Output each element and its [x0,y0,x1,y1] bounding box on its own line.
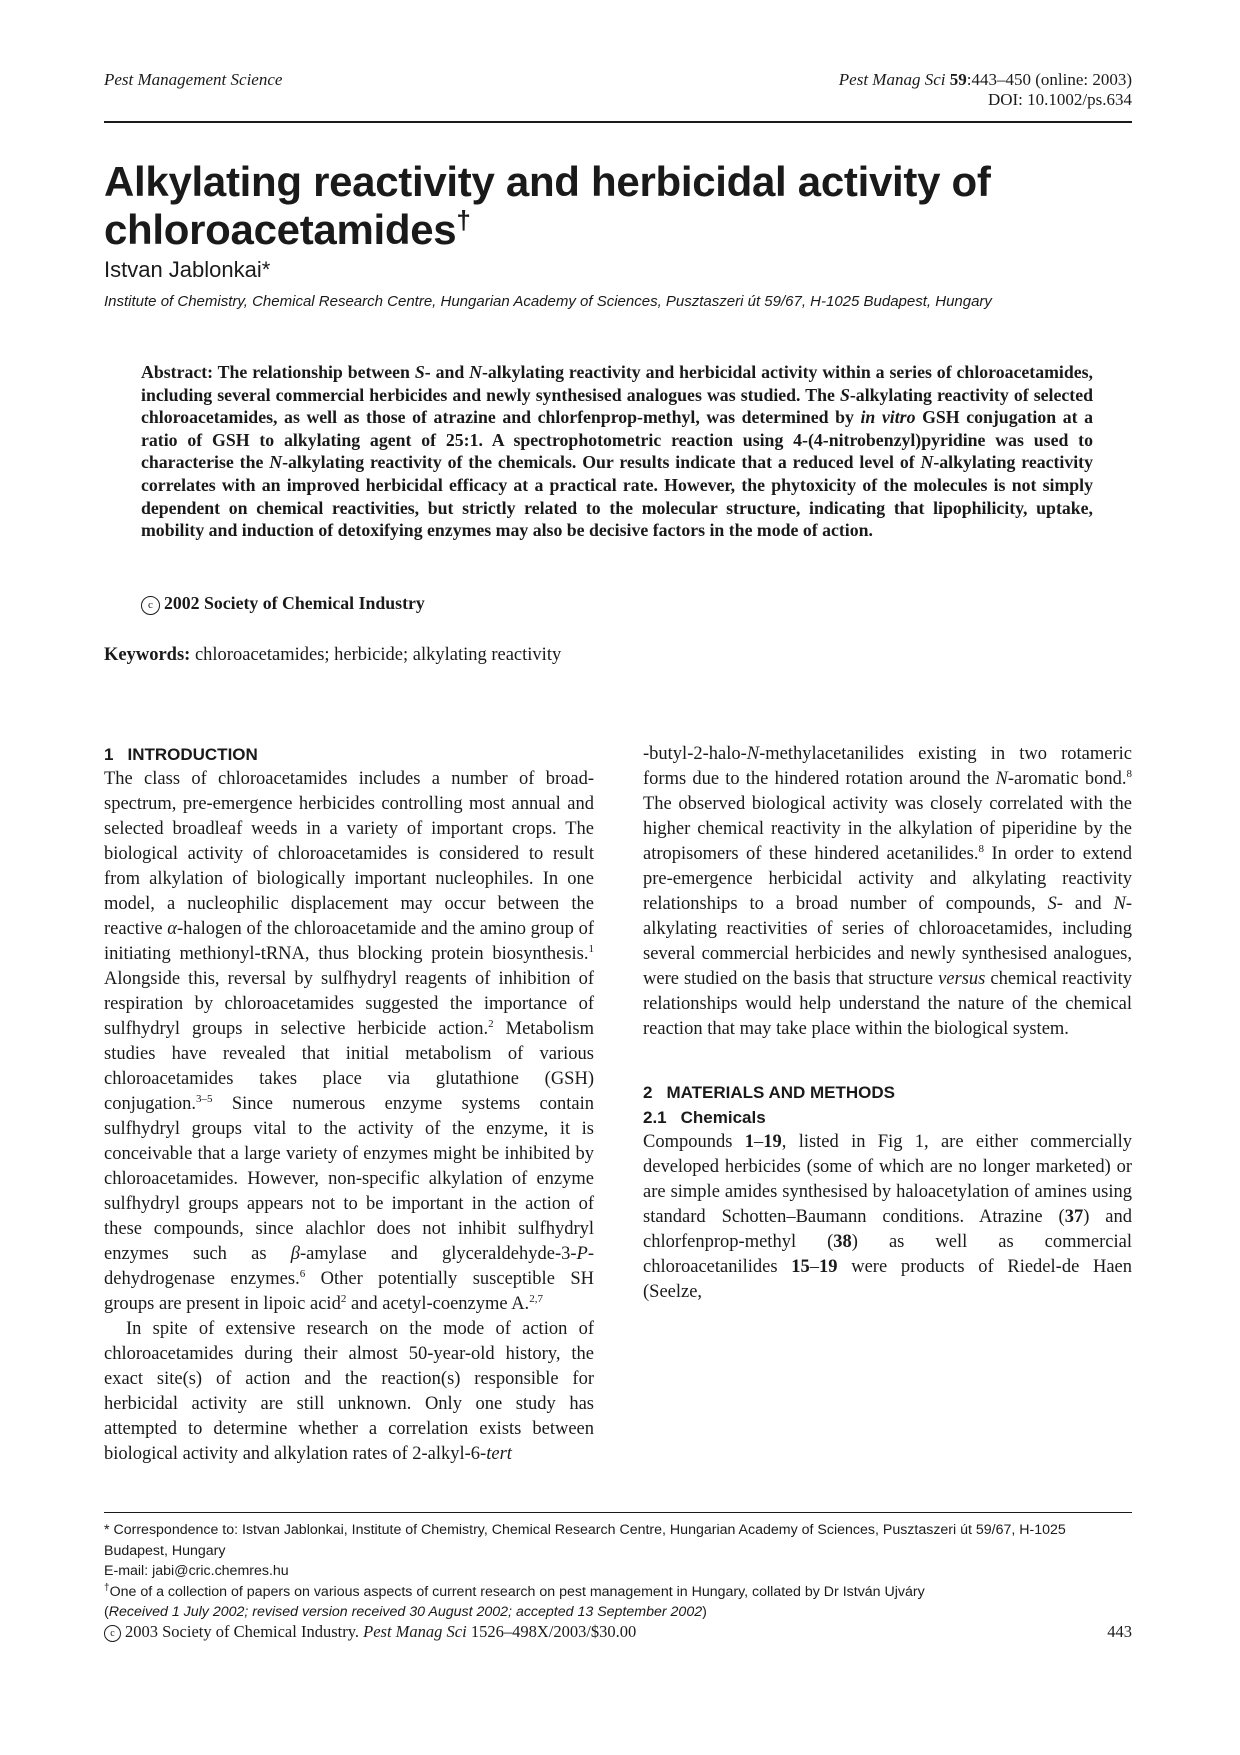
body-text: Metabolism studies have revealed that initial metabolism of various chloroacetamides takes place via glutathione (GSH) conjugation. [104,1019,594,1114]
body-text: that [702,1019,735,1039]
citation-block [839,70,1132,110]
citation-ref: 2 [340,1292,347,1305]
compound-number: 38 [833,1232,852,1252]
body-text: to [737,894,764,914]
body-text: newly [904,944,956,964]
body-text: commercial [695,944,789,964]
footnote-mark: * [104,1522,110,1538]
subsection-heading-chemicals [643,1105,1132,1130]
body-text: correlated [982,794,1064,814]
body-text: The [643,794,672,814]
body-text: Alongside this, reversal by sulfhydryl reagents of inhibition of respiration by chloroacetamides suggested the importance of sulfhydryl groups in selective herbicide action. [104,969,594,1039]
body-text: in [976,744,1006,764]
body-text: were [643,969,679,989]
body-italic: N [995,769,1008,789]
footnote-email: E-mail: jabi@cric.chemres.hu [104,1563,289,1579]
body-text: -alkylating [643,894,1132,939]
body-text: rotation [839,769,904,789]
body-text: due [686,769,720,789]
footnote-collection [104,1582,1132,1603]
body-text: chloroacetamides, [909,919,1053,939]
body-text: piperidine [995,819,1077,839]
body-text: The class of chloroacetamides includes a number of broad-spectrum, pre-emergence herbicides controlling most annual and selected broadleaf weeds in a variety of important crops. The biological activity of chloroacetamides is considered to result from alkylation of biologically important nucleophiles. In one model, a nucleophilic displacement may occur between the reactive [104,769,594,939]
body-text: acetanilides. [879,844,979,864]
footnote-dates-text: Received 1 July 2002; revised version received 30 August 2002; accepted 13 September 2002 [108,1604,703,1620]
body-text: of [972,819,996,839]
body-text: pre-emergence [643,869,753,889]
body-text: relationships [643,994,738,1014]
body-text: -butyl-2-halo- [643,744,747,764]
citation-pages: :443–450 (online: 2003) [966,70,1132,89]
body-text: herbicidal [752,869,843,889]
body-text: -halogen of the chloroacetamide and the amino group of initiating methionyl-tRNA, thus blocking protein biosynthesis. [104,919,594,964]
body-text: broad [783,894,839,914]
body-column-left [104,742,594,1467]
body-text: synthesised [955,944,1048,964]
footnote-mark: † [104,1581,110,1593]
affiliation: Institute of Chemistry, Chemical Research Centre, Hungarian Academy of Sciences, Pusztaszeri út 59/67, H-1025 Budapest, Hungary [104,293,992,310]
citation-ref: 2 [488,1017,494,1030]
paragraph [643,1130,1132,1305]
abstract-text: -alkylating reactivity and herbicidal activity within a series of chloroacetamides, including several commercial herbicides and newly synthesised analogues was studied. The [141,362,1093,405]
body-text: - [1056,894,1063,914]
body-italic: α [167,919,177,939]
body-text: – [809,1257,820,1277]
abstract-text: -alkylating reactivity of selected chloroacetamides, as well as those of atrazine and chlorfenprop-methyl, was determined by [141,384,1093,428]
citation-ref: 8 [978,842,984,855]
body-text: the [760,969,789,989]
section-heading-introduction [104,742,594,767]
section-title: INTRODUCTION [127,745,258,764]
body-text: herbicides [788,944,872,964]
citation-ref: 2,7 [529,1292,543,1305]
body-text: Compounds [643,1132,745,1152]
keywords-label: Keywords: [104,645,191,665]
body-text: -amylase and glyceraldehyde-3- [299,1244,577,1264]
body-text: chemical [985,969,1058,989]
paragraph [104,767,594,1317]
body-text: of [1004,994,1028,1014]
body-text: may [734,1019,772,1039]
author: Istvan Jablonkai* [104,257,271,282]
body-text: – [754,1132,764,1152]
citation-volume: 59 [949,70,967,89]
abstract-italic: S [840,384,850,405]
body-text: Since numerous enzyme systems contain sulfhydryl groups vital to the activity of the enzyme, it is conceivable that a large variety of enzymes might be inhibited by chloroacetamides. However, non-specific alkylation of enzyme sulfhydryl groups appears not to be important in the action of these compounds, since alachlor does not inhibit sulfhydryl enzymes such as [104,1094,594,1264]
body-text: relationships [643,894,738,914]
body-text: around [903,769,961,789]
body-text: basis [788,969,831,989]
body-text: order [1006,844,1054,864]
body-text: Other potentially susceptible SH groups are present in lipoic acid [104,1269,594,1314]
body-text: to [1053,844,1076,864]
body-text: was [888,794,924,814]
body-text: by [1076,819,1103,839]
body-text: place [806,1019,851,1039]
body-text: biological [745,794,826,814]
abstract-italic: S [414,362,425,382]
journal-name: Pest Management Science [104,70,283,89]
body-text: with [1063,794,1103,814]
paragraph [104,1317,594,1467]
body-text: understand [831,994,920,1014]
body-column-right [643,1080,1132,1305]
body-text: existing [903,744,977,764]
body-text: a [763,894,784,914]
body-text: within [850,1019,903,1039]
paragraph-continued [643,742,1132,1042]
title-footnote-mark: † [456,205,471,235]
body-text: biological [929,1019,1009,1039]
body-text: -aromatic [1007,769,1079,789]
body-text: structure [863,969,939,989]
body-text: reactivities [716,919,808,939]
body-text: closely [923,794,983,814]
body-text: bond. [1078,769,1127,789]
body-text: two [1005,744,1048,764]
section-title: MATERIALS AND METHODS [666,1083,896,1102]
body-text: nature [950,994,1005,1014]
abstract-text: - and [424,362,470,382]
body-text: system. [1008,1019,1069,1039]
body-text: hindered [768,769,840,789]
doi: DOI: 10.1002/ps.634 [987,90,1132,109]
body-text: of [906,894,934,914]
body-text: chemical [690,819,764,839]
body-text: reactivity [763,819,841,839]
body-text: that [830,969,864,989]
citation-journal: Pest Manag Sci [838,70,946,89]
body-italic: β [290,1244,300,1264]
article-title-text: Alkylating reactivity and herbicidal activity of chloroacetamides [104,158,991,253]
body-italic: tert [486,1444,512,1464]
body-text: ) as well as commercial chloroacetanilides [643,1232,1132,1277]
body-text: the [1102,794,1133,814]
keywords-text: chloroacetamides; herbicide; alkylating reactivity [194,645,562,665]
body-italic: P [576,1244,588,1264]
body-text: the [902,1019,930,1039]
body-text: were products of Riedel-de Haen (Seelze, [643,1257,1133,1302]
body-text: reactivity [1057,969,1133,989]
body-text: and [871,944,905,964]
body-text: these [761,844,807,864]
running-head [104,68,1132,124]
subsection-number: 2.1 [643,1108,667,1127]
footnote-correspondence [104,1520,1132,1561]
body-text: the [1102,819,1132,839]
body-text: analogues, [1047,944,1132,964]
body-text: -dehydrogenase enzymes. [104,1244,594,1289]
abstract-text: -alkylating reactivity correlates with an improved herbicidal efficacy at a practical rate. However, the phytoxicity of the molecules is not simply dependent on chemical reactivities, but strictly related to the molecular structure, indicating that lipophilicity, uptake, mobility and induction of detoxifying enzymes may also be decisive factors in the mode of action. [141,452,1093,541]
page-number: 443 [1107,1622,1132,1641]
abstract-italic: N [269,452,283,473]
body-text: the [862,819,892,839]
body-text: higher [643,819,691,839]
abstract-text: GSH conjugation at a ratio of GSH to alkylating agent of 25:1. A spectrophotometric reaction using 4-(4-nitrobenzyl)pyridine was used to characterise the [141,407,1093,473]
body-italic: versus [938,969,986,989]
body-text: the [739,769,769,789]
citation [839,70,1132,90]
compound-number: 37 [1064,1207,1084,1227]
body-text: the [960,769,996,789]
abstract [141,361,1093,542]
footnote-dates [104,1602,1132,1623]
body-italic: N [1113,894,1126,914]
footer-copyright: 2003 Society of Chemical Industry. [125,1622,360,1641]
body-text: studied [678,969,738,989]
body-text: forms [643,769,687,789]
compound-number: 15 [791,1257,810,1277]
body-text: several [643,944,696,964]
body-text: in [840,819,863,839]
citation-ref: 1 [588,942,594,955]
body-text: take [771,1019,807,1039]
body-column-right-continued [643,742,1132,1042]
body-text: the [919,994,951,1014]
subsection-title: Chemicals [680,1108,766,1127]
body-text: In spite of extensive research on the mode of action of chloroacetamides during their almost 50-year-old history, the exact site(s) of action and the reaction(s) responsible for herbicidal activity are still unknown. Only one study has attempted to determine whether a correlation exists between biological activity and alkylation rates of 2-alkyl-6- [104,1319,594,1464]
footnote-text: ( [104,1604,109,1620]
abstract-label: Abstract: [141,362,214,382]
footnote-text: One of a collection of papers on various aspects of current research on pest management in Hungary, collated by Dr István Ujváry [109,1583,925,1600]
body-text: would [737,994,792,1014]
footnote-divider [104,1512,1132,1513]
footer-issn: 1526–498X/2003/$30.00 [470,1622,637,1641]
body-text: chemical [1057,994,1133,1014]
footer-journal: Pest Manag Sci [363,1622,467,1641]
body-italic: N [746,744,760,764]
body-text: of [807,919,833,939]
compound-number: 19 [819,1257,838,1277]
article-title [104,158,1124,254]
citation-ref: 8 [1126,767,1133,780]
body-text: ) and chlorfenprop-methyl ( [643,1207,1132,1252]
body-text: atropisomers [643,844,739,864]
abstract-copyright-text: 2002 Society of Chemical Industry [164,593,425,613]
body-text: the [1027,994,1058,1014]
body-text: compounds, [933,894,1048,914]
section-heading-methods [643,1080,1132,1105]
compound-number: 1 [744,1132,754,1152]
body-text: , listed in Fig 1, are either commercially developed herbicides (some of which are no longer marketed) or are simple amides synthesised by haloacetylation of amines using standard Schotten–Baumann conditions. Atrazine ( [643,1132,1132,1227]
body-text: reactivity [1046,869,1133,889]
body-text: observed [671,794,746,814]
body-text: alkylating [956,869,1047,889]
page-footer [104,1622,1132,1642]
citation-ref: 6 [299,1267,306,1280]
body-text: and acetyl-coenzyme A. [346,1294,530,1314]
abstract-text: -alkylating reactivity of the chemicals. Our results indicate that a reduced level of [282,452,921,473]
keywords [104,645,561,666]
body-text: activity [842,869,914,889]
body-text: series [832,919,885,939]
footnote-text: ) [702,1604,707,1620]
abstract-italic: in vitro [860,407,916,428]
body-text: alkylation [891,819,973,839]
body-text: of [884,919,910,939]
body-italic: S [1047,894,1057,914]
section-number: 2 [643,1083,653,1102]
section-number: 1 [104,745,114,764]
header-divider [104,121,1132,123]
body-text: including [1052,919,1133,939]
abstract-text: The relationship between [213,362,415,382]
body-text: and [913,869,957,889]
body-text: of [738,844,762,864]
body-text: and [1062,894,1114,914]
body-text: activity [825,794,889,814]
body-text: -methylacetanilides [759,744,904,764]
abstract-copyright [141,593,425,615]
body-text: number [838,894,907,914]
body-text: rotameric [1047,744,1133,764]
body-text: extend [1075,844,1133,864]
copyright-symbol: c [104,1625,121,1642]
footnote-text: Correspondence to: Istvan Jablonkai, Institute of Chemistry, Chemical Research Centre, Hungarian Academy of Sciences, Pusztaszeri út 59/67, H-1025 Budapest, Hungary [104,1522,1066,1559]
compound-number: 19 [763,1132,782,1152]
body-text: on [737,969,761,989]
footnotes [104,1520,1132,1623]
body-text: to [719,769,740,789]
body-text: reaction [643,1019,703,1039]
body-text: hindered [806,844,880,864]
citation-ref: 3–5 [195,1092,213,1105]
abstract-italic: N [920,452,934,473]
body-text: In [984,844,1007,864]
copyright-symbol: c [141,596,160,615]
body-text: help [791,994,832,1014]
abstract-italic: N [469,362,482,382]
